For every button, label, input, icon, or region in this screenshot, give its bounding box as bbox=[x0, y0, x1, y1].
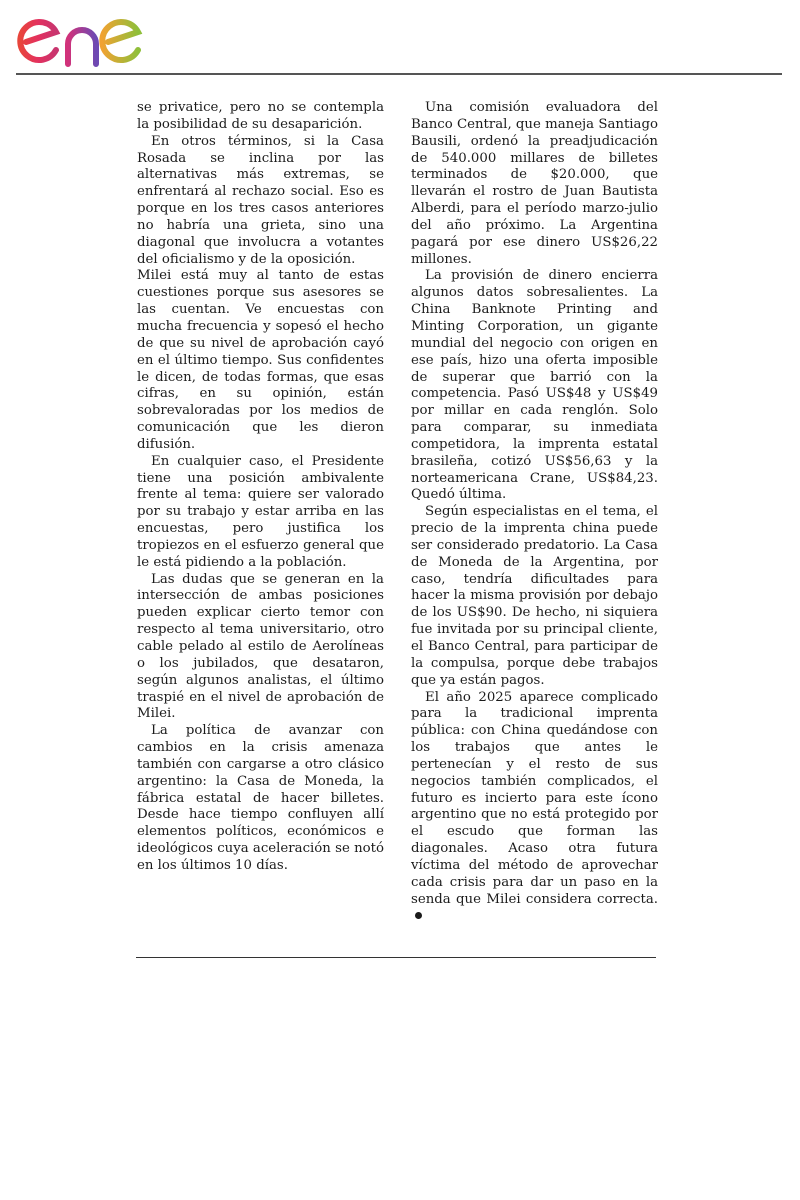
paragraph bbox=[411, 690, 658, 926]
paragraph-text: El año 2025 aparece complicado para la tradicional imprenta pública: con China quedándose con los trabajos que antes le pertenecían y el resto de sus negocios también complicados, el futuro es incierto para este ícono argentino que no está protegido por el escudo que forman las diagonales. Acaso otra futura víctima del método de aprovechar cada crisis para dar un paso en la senda que Milei considera correcta. bbox=[411, 689, 658, 907]
paragraph: Según especialistas en el tema, el precio de la imprenta china puede ser considerado predatorio. La Casa de Moneda de la Argentina, por caso, tendría dificultades para hacer la misma provisión por debajo de los US$90. De hecho, ni siquiera fue invitada por su principal cliente, el Banco Central, para participar de la compulsa, porque debe trabajos que ya están pagos. bbox=[411, 504, 658, 688]
article-column-right bbox=[411, 100, 658, 925]
paragraph: La provisión de dinero encierra algunos datos sobresalientes. La China Banknote Printing and Minting Corporation, un gigante mundial del negocio con origen en ese país, hizo una oferta imposible de superar que barrió con la competencia. Pasó US$48 y US$49 por millar en cada renglón. Solo para comparar, su inmediata competidora, la imprenta estatal brasileña, cotizó US$56,63 y la norteamericana Crane, US$84,23. Quedó última. bbox=[411, 268, 658, 503]
paragraph: En otros términos, si la Casa Rosada se inclina por las alternativas más extremas, se enfrentará al rechazo social. Eso es porque en los tres casos anteriores no habría una grieta, sino una diagonal que involucra a votantes del oficialismo y de la oposición. bbox=[137, 133, 384, 267]
footer-divider bbox=[136, 957, 656, 958]
news-clipping bbox=[133, 100, 658, 920]
paragraph: se privatice, pero no se contempla la posibilidad de su desaparición. bbox=[137, 100, 384, 132]
enel-logo bbox=[14, 8, 184, 72]
paragraph: La política de avanzar con cambios en la crisis amenaza también con cargarse a otro clásico argentino: la Casa de Moneda, la fábrica estatal de hacer billetes. Desde hace tiempo confluyen allí elementos políticos, económicos e ideológicos cuya aceleración se notó en los últimos 10 días. bbox=[137, 723, 384, 873]
paragraph: Las dudas que se generan en la intersección de ambas posiciones pueden explicar cierto temor con respecto al tema universitario, otro cable pelado al estilo de Aerolíneas o los jubilados, que desataron, según algunos analistas, el último traspié en el nivel de aprobación de Milei. bbox=[137, 571, 384, 722]
paragraph: En cualquier caso, el Presidente tiene una posición ambivalente frente al tema: quiere ser valorado por su trabajo y estar arriba en las encuestas, pero justifica los tropiezos en el esfuerzo general que le está pidiendo a la población. bbox=[137, 453, 384, 570]
paragraph: Una comisión evaluadora del Banco Central, que maneja Santiago Bausili, ordenó la preadjudicación de 540.000 millares de billetes terminados de $20.000, que llevarán el rostro de Juan Bautista Alberdi, para el período marzo-julio del año próximo. La Argentina pagará por ese dinero US$26,22 millones. bbox=[411, 100, 658, 267]
end-mark-icon bbox=[415, 912, 422, 919]
header-divider bbox=[16, 73, 782, 75]
article-column-left bbox=[137, 100, 384, 875]
paragraph: Milei está muy al tanto de estas cuestiones porque sus asesores se las cuentan. Ve encuestas con mucha frecuencia y sopesó el hecho de que su nivel de aprobación cayó en el último tiempo. Sus confidentes le dicen, de todas formas, que esas cifras, en su opinión, están sobrevaloradas por los medios de comunicación que les dieron difusión. bbox=[137, 268, 384, 452]
